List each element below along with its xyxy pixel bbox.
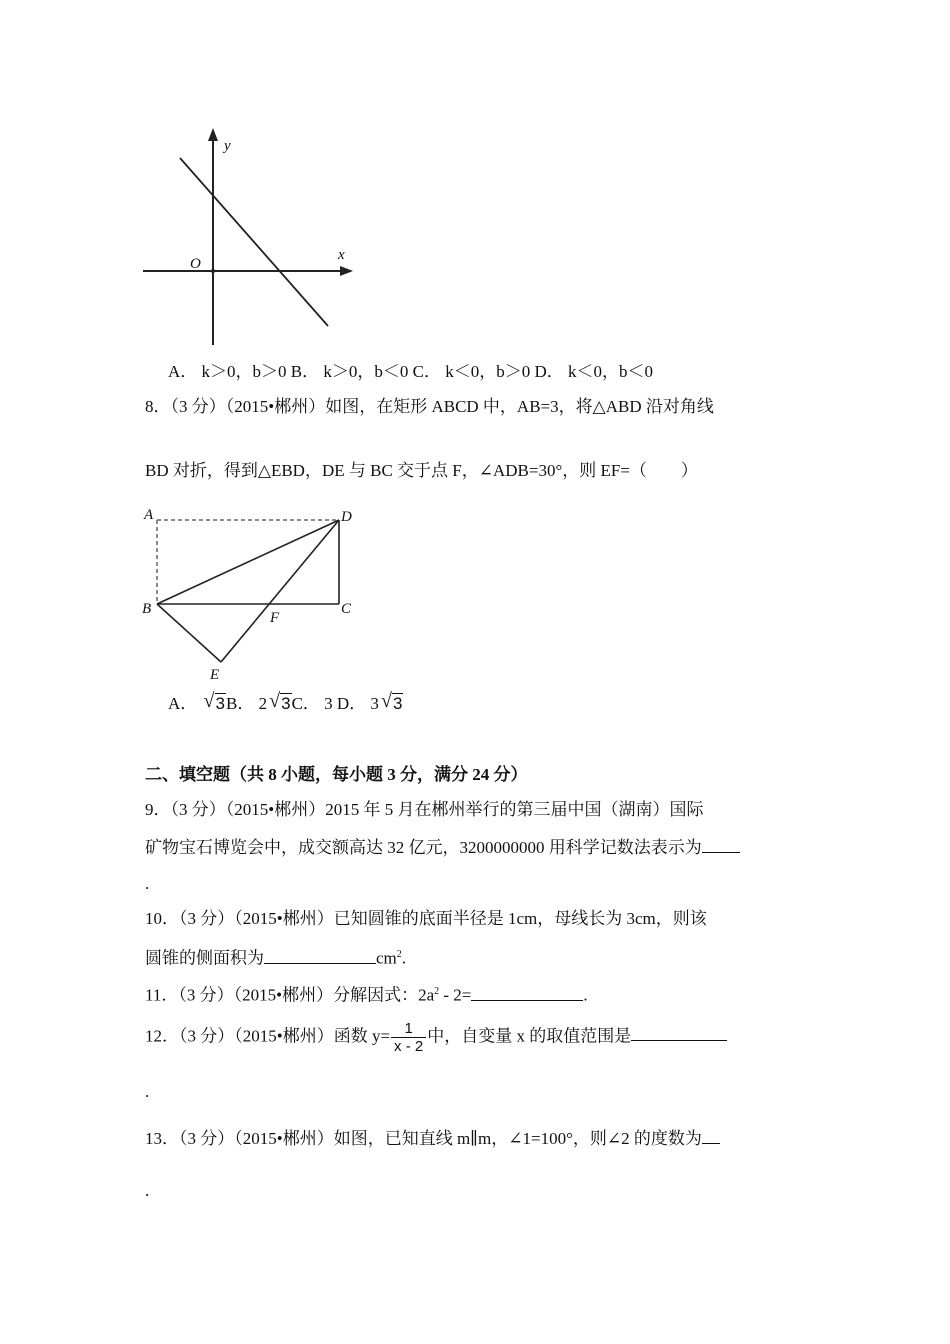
q8-option-a-label: A． <box>168 694 198 713</box>
q12-dot: . <box>145 1082 150 1101</box>
q11-exponent: 2 <box>434 986 440 997</box>
q12-answer-blank[interactable] <box>631 1023 727 1041</box>
linear-function-line <box>180 158 328 326</box>
origin-point <box>211 269 215 273</box>
x-axis-label: x <box>338 247 345 263</box>
sqrt-d: √ 3 <box>380 690 403 713</box>
sqrt-a: √ 3 <box>203 690 225 713</box>
q9-answer-blank[interactable] <box>702 835 740 853</box>
q8-line2: BD 对折，得到△EBD，DE 与 BC 交于点 F，∠ADB=30°，则 EF=（ ） <box>145 461 698 480</box>
q12-fraction <box>391 1020 426 1055</box>
point-e-label: E <box>210 667 220 683</box>
point-d-label: D <box>341 509 352 525</box>
q12-text-a: 12．（3 分）（2015•郴州）函数 y= <box>145 1026 391 1046</box>
y-axis-arrow <box>208 128 218 141</box>
q9-line2 <box>145 835 740 859</box>
origin-label: O <box>190 256 201 272</box>
q11-answer-blank[interactable] <box>471 983 583 1001</box>
q10-line1: 10．（3 分）（2015•郴州）已知圆锥的底面半径是 1cm，母线长为 3cm，则该 <box>145 909 707 928</box>
segment-bd <box>157 520 339 604</box>
point-f-label: F <box>270 610 280 626</box>
q13-dot: . <box>145 1181 150 1200</box>
q13-answer-blank[interactable] <box>702 1126 720 1144</box>
q11-end: . <box>583 985 588 1005</box>
q9-line2-text: 矿物宝石博览会中，成交额高达 32 亿元，3200000000 用科学记数法表示为 <box>145 838 702 857</box>
q13-text: 13．（3 分）（2015•郴州）如图，已知直线 m∥m，∠1=100°，则∠2 的度数为 <box>145 1129 702 1148</box>
q10-end: . <box>401 948 407 968</box>
segment-de <box>221 520 339 662</box>
q8-rectangle-figure <box>140 503 365 685</box>
q12-fraction-numerator: 1 <box>391 1020 426 1038</box>
q8-option-c-d-label: C． 3 D． 3 <box>291 694 379 713</box>
sqrt-b: √ 3 <box>269 690 291 713</box>
point-a-label: A <box>144 507 154 523</box>
q7-graph-figure <box>140 125 360 350</box>
q10-unit: cm <box>376 948 397 968</box>
q8-options <box>168 690 403 715</box>
y-axis-label: y <box>224 138 231 154</box>
q10-line2-text: 圆锥的侧面积为 <box>145 948 264 968</box>
q10-unit-exponent: 2 <box>396 949 402 960</box>
q11-line <box>145 981 588 1007</box>
q12-line <box>145 1020 727 1055</box>
point-c-label: C <box>341 601 352 617</box>
q8-line1: 8．（3 分）（2015•郴州）如图，在矩形 ABCD 中，AB=3，将△ABD 沿对角线 <box>145 397 714 416</box>
segment-be <box>157 604 221 662</box>
q13-line <box>145 1126 720 1150</box>
q11-text-b: - 2= <box>439 985 472 1005</box>
point-b-label: B <box>142 601 152 617</box>
q9-dot: . <box>145 874 150 893</box>
section2-heading: 二、填空题（共 8 小题，每小题 3 分，满分 24 分） <box>145 765 528 784</box>
q10-answer-blank[interactable] <box>264 946 376 964</box>
q10-line2 <box>145 944 406 970</box>
q12-fraction-denominator: x - 2 <box>394 1038 424 1055</box>
x-axis-arrow <box>340 266 353 276</box>
q11-text: 11．（3 分）（2015•郴州）分解因式：2a <box>145 985 435 1005</box>
q8-option-b-label: B． 2 <box>226 694 268 713</box>
q12-text-b: 中，自变量 x 的取值范围是 <box>427 1026 632 1046</box>
q7-options: A． k＞0，b＞0 B． k＞0，b＜0 C． k＜0，b＞0 D． k＜0，b＜0 <box>168 362 653 381</box>
q9-line1: 9．（3 分）（2015•郴州）2015 年 5 月在郴州举行的第三届中国（湖南）国际 <box>145 800 704 819</box>
